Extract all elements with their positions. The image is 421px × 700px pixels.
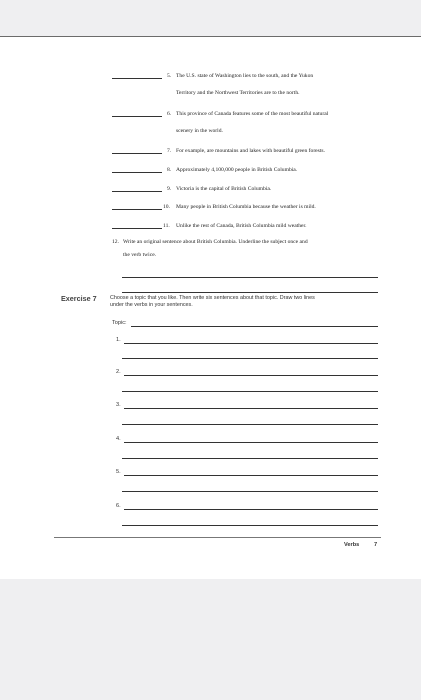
sentence-line-6b[interactable]: [122, 525, 378, 526]
sentence-number-2: 2.: [116, 369, 121, 375]
item-text-10: Many people in British Columbia because the weather is mild.: [176, 204, 316, 210]
sentence-line-3a[interactable]: [124, 408, 378, 409]
writing-line-12b[interactable]: [122, 292, 378, 293]
sentence-line-5a[interactable]: [124, 475, 378, 476]
answer-blank-10[interactable]: [112, 209, 162, 210]
item-number-12: 12.: [112, 239, 119, 245]
item-number-5: 5.: [167, 73, 172, 79]
topic-input-line[interactable]: [131, 326, 378, 327]
item-number-8: 8.: [167, 167, 172, 173]
item-text-6-cont: scenery in the world.: [176, 128, 223, 134]
answer-blank-6[interactable]: [112, 116, 162, 117]
sentence-line-4a[interactable]: [124, 442, 378, 443]
page-number: 7: [374, 542, 378, 548]
item-number-11: 11.: [163, 223, 170, 229]
item-text-7: For example, are mountains and lakes with beautiful green forests.: [176, 148, 325, 154]
sentence-line-4b[interactable]: [122, 458, 378, 459]
item-number-6: 6.: [167, 111, 172, 117]
item-text-11: Unlike the rest of Canada, British Columbia mild weather.: [176, 223, 307, 229]
exercise-title: Exercise 7: [61, 294, 97, 303]
answer-blank-7[interactable]: [112, 153, 162, 154]
sentence-line-1a[interactable]: [124, 343, 378, 344]
sentence-number-6: 6.: [116, 503, 121, 509]
sentence-line-2b[interactable]: [122, 391, 378, 392]
footer-rule: [54, 537, 381, 538]
answer-blank-9[interactable]: [112, 191, 162, 192]
sentence-line-2a[interactable]: [124, 375, 378, 376]
answer-blank-5[interactable]: [112, 78, 162, 79]
item-text-5-cont: Territory and the Northwest Territories are to the north.: [176, 90, 300, 96]
item-text-5: The U.S. state of Washington lies to the south, and the Yukon: [176, 73, 314, 79]
topic-label: Topic:: [112, 320, 127, 326]
sentence-number-4: 4.: [116, 436, 121, 442]
sentence-line-5b[interactable]: [122, 491, 378, 492]
answer-blank-11[interactable]: [112, 228, 162, 229]
worksheet-page: [0, 36, 421, 579]
answer-blank-8[interactable]: [112, 172, 162, 173]
sentence-number-3: 3.: [116, 402, 121, 408]
sentence-line-6a[interactable]: [124, 509, 378, 510]
item-number-9: 9.: [167, 186, 172, 192]
item-number-7: 7.: [167, 148, 172, 154]
item-text-6: This province of Canada features some of the most beautiful natural: [176, 111, 329, 117]
exercise-instruction-cont: under the verbs in your sentences.: [110, 302, 193, 308]
item-text-8: Approximately 4,100,000 people in British Columbia.: [176, 167, 298, 173]
exercise-instruction: Choose a topic that you like. Then write six sentences about that topic. Draw two lines: [110, 295, 315, 301]
sentence-number-5: 5.: [116, 469, 121, 475]
writing-line-12a[interactable]: [122, 277, 378, 278]
item-text-9: Victoria is the capital of British Columbia.: [176, 186, 272, 192]
item-number-10: 10.: [163, 204, 170, 210]
footer-section-label: Verbs: [344, 542, 360, 548]
sentence-number-1: 1.: [116, 337, 121, 343]
sentence-line-3b[interactable]: [122, 424, 378, 425]
top-border: [0, 36, 421, 37]
item-text-12-cont: the verb twice.: [123, 252, 157, 258]
item-text-12: Write an original sentence about British Columbia. Underline the subject once and: [123, 239, 308, 245]
sentence-line-1b[interactable]: [122, 358, 378, 359]
